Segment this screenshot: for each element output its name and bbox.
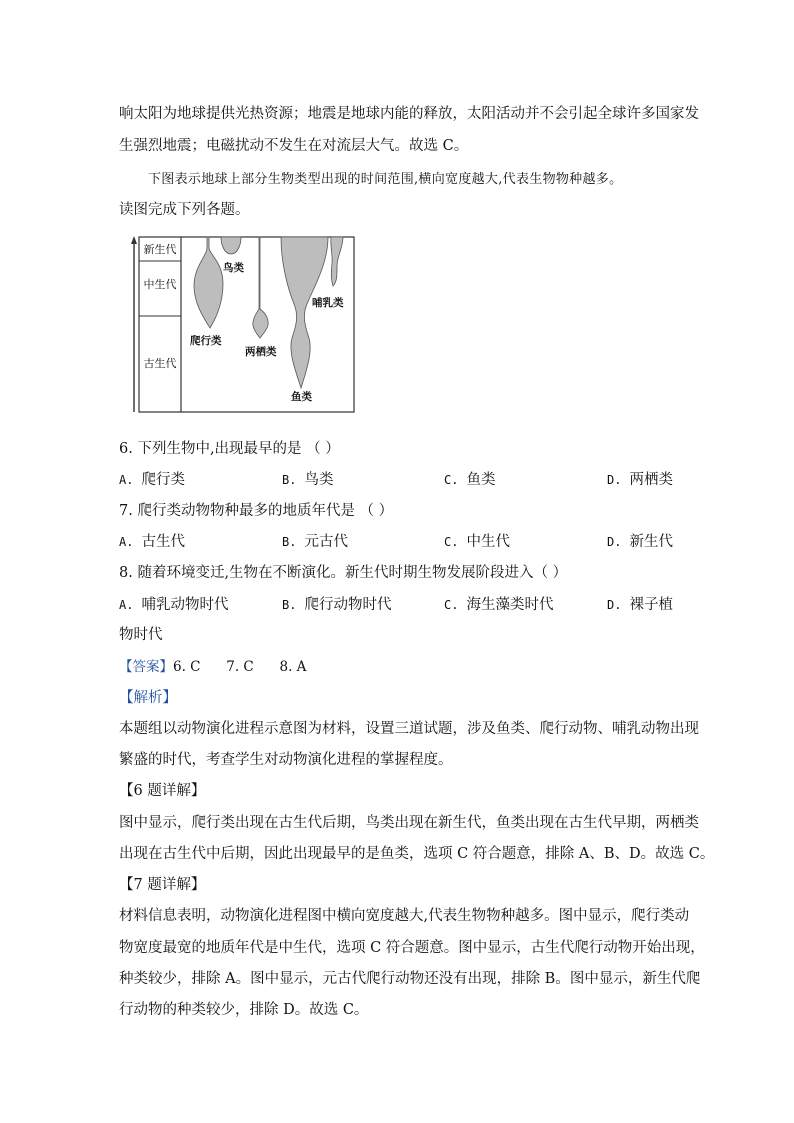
q7-option-c: C. 中生代 [444, 534, 510, 550]
q8-option-b: B. 爬行动物时代 [282, 597, 392, 613]
answer-text: 6. C 7. C 8. A [173, 659, 307, 675]
label-mammal: 哺乳类 [312, 297, 344, 309]
era-label-cenozoic: 新生代 [143, 243, 177, 256]
q8-option-c: C. 海生藻类时代 [444, 597, 554, 613]
era-label-mesozoic: 中生代 [143, 278, 177, 291]
era-label-paleozoic: 古生代 [143, 357, 177, 370]
amphibian-shape [253, 237, 268, 338]
detail-7-line-3: 种类较少，排除 A。图中显示，元古代爬行动物还没有出现，排除 B。图中显示，新生代爬 [119, 971, 701, 987]
answer-label: 【答案】 [119, 659, 173, 675]
intro-line-2: 生强烈地震；电磁扰动不发生在对流层大气。故选 C。 [119, 138, 469, 154]
q8-option-a: A. 哺乳动物时代 [119, 597, 229, 613]
bird-shape [221, 237, 241, 254]
analysis-label: 【解析】 [119, 690, 177, 706]
intro-line-1: 响太阳为地球提供光热资源；地震是地球内能的释放，太阳活动并不会引起全球许多国家发 [119, 106, 699, 122]
label-bird: 鸟类 [223, 262, 244, 274]
q8-option-d: D. 裸子植 [607, 597, 673, 613]
reptile-shape [194, 237, 223, 328]
detail-7-line-2: 物宽度最宽的地质年代是中生代，选项 C 符合题意。图中显示，古生代爬行动物开始出现， [119, 940, 705, 956]
q6-option-c: C. 鱼类 [444, 472, 496, 488]
figure-caption: 下图表示地球上部分生物类型出现的时间范围,横向宽度越大,代表生物物种越多。 [148, 172, 623, 187]
question-7-stem: 7. 爬行类动物物种最多的地质年代是 （ ） [119, 503, 394, 519]
detail-7-line-4: 行动物的种类较少，排除 D。故选 C。 [119, 1002, 369, 1018]
analysis-line-2: 繁盛的时代，考查学生对动物演化进程的掌握程度。 [119, 752, 453, 768]
detail-6-label: 【6 题详解】 [119, 783, 206, 799]
instruction: 读图完成下列各题。 [119, 202, 250, 218]
q6-option-a: A. 爬行类 [119, 472, 185, 488]
q6-option-b: B. 鸟类 [282, 472, 334, 488]
analysis-line-1: 本题组以动物演化进程示意图为材料，设置三道试题，涉及鱼类、爬行动物、哺乳动物出现 [119, 721, 699, 737]
label-reptile: 爬行类 [190, 335, 222, 347]
detail-7-line-1: 材料信息表明，动物演化进程图中横向宽度越大,代表生物物种越多。图中显示，爬行类动 [119, 908, 690, 924]
label-fish: 鱼类 [291, 391, 312, 403]
time-axis-arrow-icon [131, 236, 137, 244]
label-amphibian: 两栖类 [245, 346, 277, 358]
q7-option-d: D. 新生代 [607, 534, 673, 550]
evolution-diagram [131, 234, 357, 414]
fish-shape [281, 237, 328, 388]
answer-line [119, 655, 306, 675]
detail-6-line-2: 出现在古生代中后期，因此出现最早的是鱼类，选项 C 符合题意，排除 A、B、D。故选 C。 [119, 846, 715, 862]
q6-option-d: D. 两栖类 [607, 472, 673, 488]
q7-option-a: A. 古生代 [119, 534, 185, 550]
question-6-stem: 6. 下列生物中,出现最早的是 （ ） [119, 441, 340, 457]
detail-7-label: 【7 题详解】 [119, 877, 206, 893]
detail-6-line-1: 图中显示，爬行类出现在古生代后期，鸟类出现在新生代，鱼类出现在古生代早期，两栖类 [119, 815, 699, 831]
mammal-shape [331, 237, 343, 286]
q8-option-d-continuation: 物时代 [119, 627, 163, 643]
question-8-stem: 8. 随着环境变迁,生物在不断演化。新生代时期生物发展阶段进入（ ） [119, 565, 568, 581]
q7-option-b: B. 元古代 [282, 534, 348, 550]
